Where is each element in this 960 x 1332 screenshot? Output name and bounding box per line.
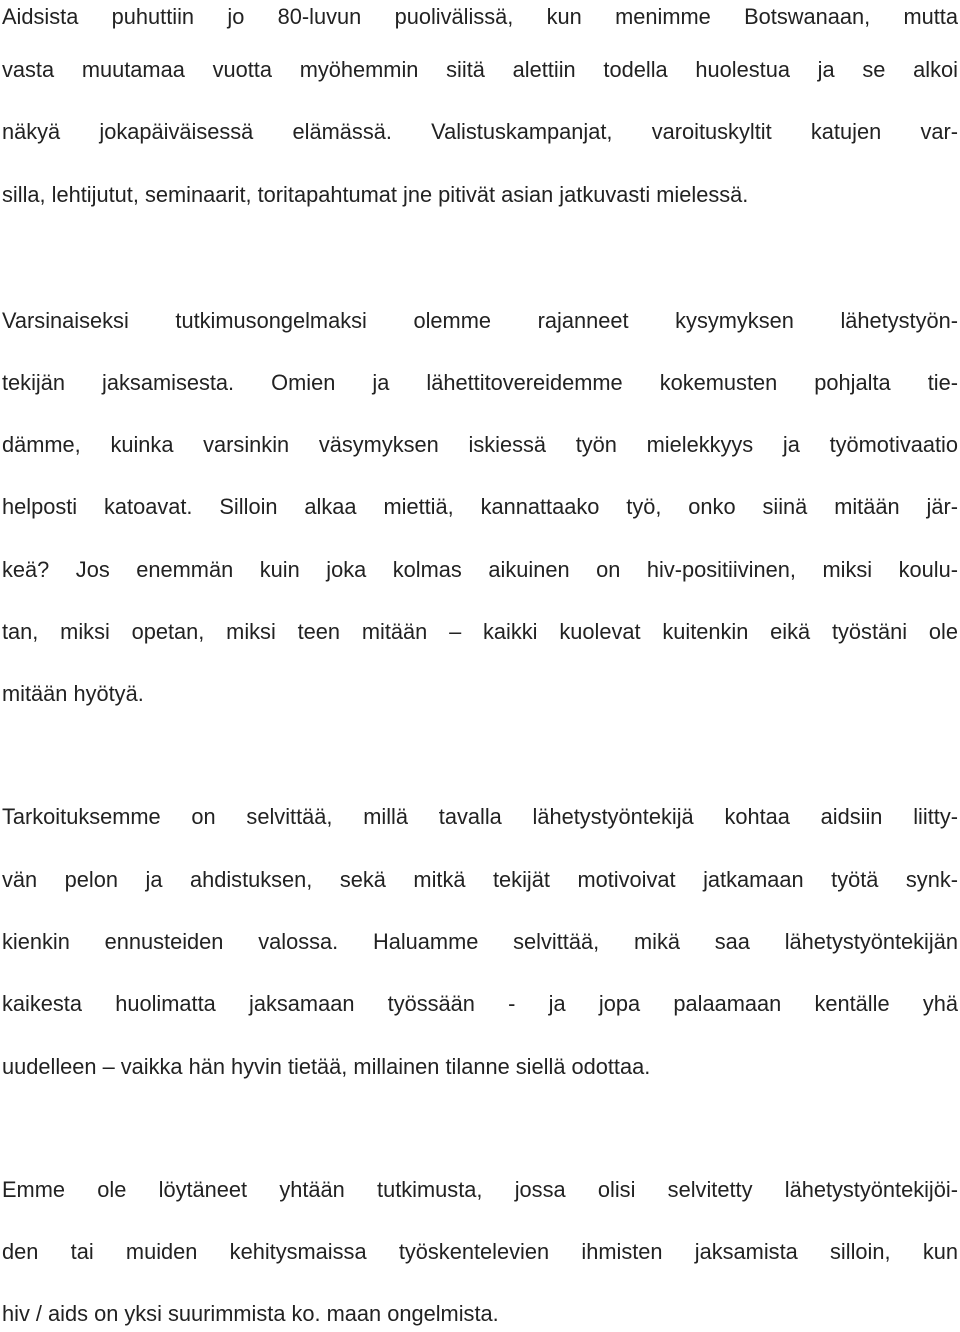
text-line: helposti katoavat. Silloin alkaa miettiä, kannattaako työ, onko siinä mitään jär-	[2, 494, 958, 519]
text-line: Emme ole löytäneet yhtään tutkimusta, jossa olisi selvitetty lähetystyöntekijöi-	[2, 1177, 958, 1202]
text-line: silla, lehtijutut, seminaarit, toritapahtumat jne pitivät asian jatkuvasti mielessä.	[2, 182, 749, 207]
text-line: Tarkoituksemme on selvittää, millä tavalla lähetystyöntekijä kohtaa aidsiin liitty-	[2, 804, 958, 829]
text-line: vasta muutamaa vuotta myöhemmin siitä alettiin todella huolestua ja se alkoi	[2, 57, 958, 82]
text-line: uudelleen – vaikka hän hyvin tietää, millainen tilanne siellä odottaa.	[2, 1054, 651, 1079]
text-line: keä? Jos enemmän kuin joka kolmas aikuinen on hiv-positiivinen, miksi koulu-	[2, 557, 958, 582]
text-line: kienkin ennusteiden valossa. Haluamme selvittää, mikä saa lähetystyöntekijän	[2, 929, 958, 954]
text-line: Varsinaiseksi tutkimusongelmaksi olemme rajanneet kysymyksen lähetystyön-	[2, 308, 958, 333]
text-line: näkyä jokapäiväisessä elämässä. Valistuskampanjat, varoituskyltit katujen var-	[2, 119, 958, 144]
text-line: kaikesta huolimatta jaksamaan työssään - ja jopa palaamaan kentälle yhä	[2, 991, 958, 1016]
text-line: den tai muiden kehitysmaissa työskentelevien ihmisten jaksamista silloin, kun	[2, 1239, 958, 1264]
text-line: tan, miksi opetan, miksi teen mitään – kaikki kuolevat kuitenkin eikä työstäni ole	[2, 619, 958, 644]
text-line: Aidsista puhuttiin jo 80-luvun puolivälissä, kun menimme Botswanaan, mutta	[2, 4, 958, 29]
text-line: vän pelon ja ahdistuksen, sekä mitkä tekijät motivoivat jatkamaan työtä synk-	[2, 867, 958, 892]
text-line: dämme, kuinka varsinkin väsymyksen iskiessä työn mielekkyys ja työmotivaatio	[2, 432, 958, 457]
text-line: tekijän jaksamisesta. Omien ja lähettitovereidemme kokemusten pohjalta tie-	[2, 370, 958, 395]
text-line: hiv / aids on yksi suurimmista ko. maan ongelmista.	[2, 1301, 499, 1326]
text-line: mitään hyötyä.	[2, 681, 144, 706]
